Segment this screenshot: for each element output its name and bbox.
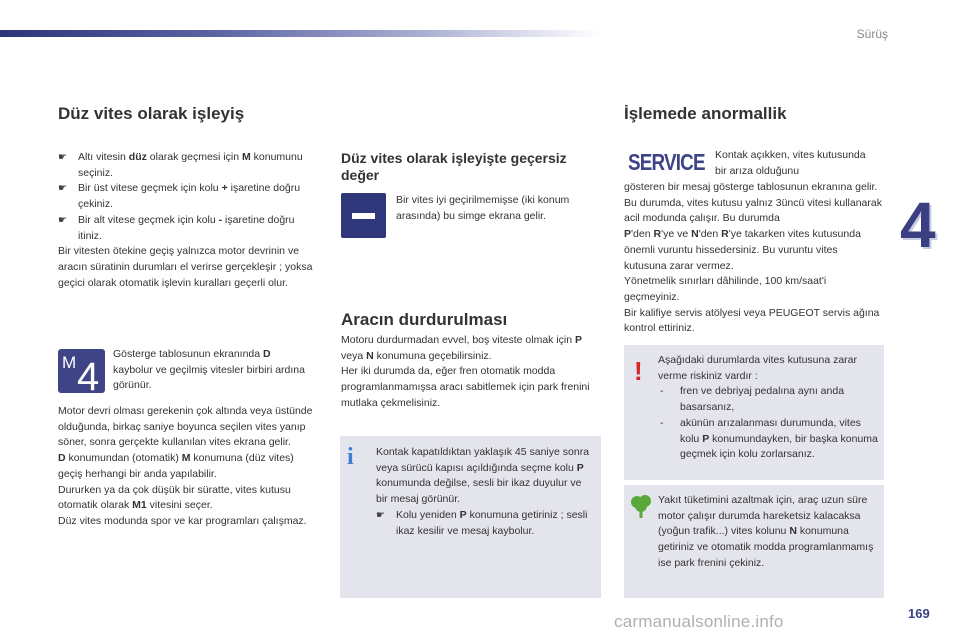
service-logo: SERVICE [628, 149, 705, 175]
eco-text: Yakıt tüketimini azaltmak için, araç uzun süre motor çalışır durumda hareketsiz kalacaksa (yoğun trafik...) vites kolunu N konumuna getiriniz ve otomatik modda programlanmamış ise park frenini çekiniz. [658, 494, 874, 569]
pointer-icon: ☛ [58, 183, 67, 195]
minus-indicator-bar [352, 213, 375, 219]
watermark: carmanualsonline.info [614, 612, 784, 631]
svg-text:M: M [62, 353, 77, 372]
paragraph: Bir vitesten ötekine geçiş yalnızca motor devrinin ve aracın süratinin durumları el verirse gerçekleşir ; yoksa geçici olarak otomatik işlevin kuralları geçerli olur. [58, 245, 313, 289]
warning-exclamation-icon: ! [634, 356, 643, 386]
info-icon: i [347, 444, 354, 470]
paragraph: Düz vites modunda spor ve kar programları çalışmaz. [58, 514, 307, 527]
paragraph: Yönetmelik sınırları dâhilinde, 100 km/saat'i geçmeyiniz. [624, 275, 827, 303]
left-section-title: Düz vites olarak işleyiş [58, 104, 245, 123]
warning-panel-body [658, 353, 880, 463]
eco-tree-icon [630, 493, 652, 519]
svg-text:4: 4 [77, 355, 100, 393]
info-panel-body [376, 445, 596, 539]
anomaly-body [624, 180, 882, 337]
paragraph: Motor devri olması gerekenin çok altında veya üstünde olduğunda, birkaç saniye boyunca seçilen vites yanıp söner, sonra gerçekte kullanılan vites ekrana gelir. [58, 405, 313, 449]
list-item: ☛ Altı vitesin düz olarak geçmesi için M konumunu seçiniz. [58, 151, 303, 179]
chapter-number: 4 [900, 189, 936, 261]
paragraph: D konumundan (otomatik) M konumuna (düz vites) geçiş herhangi bir anda yapılabilir. [58, 452, 294, 480]
left-bullet-list [58, 150, 316, 291]
right-section-title: İşlemede anormallik [624, 104, 787, 123]
left-paragraph-block [58, 404, 316, 530]
page-number: 169 [908, 606, 930, 621]
pointer-icon: ☛ [376, 509, 385, 521]
service-text-top: Kontak açıkken, vites kutusunda bir arıza olduğunu [715, 149, 866, 177]
list-item: ☛ Bir üst vitese geçmek için kolu + işaretine doğru çekiniz. [58, 182, 301, 211]
paragraph: gösteren bir mesaj gösterge tablosunun ekranına gelir. [624, 181, 878, 193]
m4-gear-indicator-icon [58, 349, 105, 393]
pointer-icon: ☛ [58, 214, 67, 226]
paragraph: Bir kalifiye servis atölyesi veya PEUGEOT servis ağına kontrol ettiriniz. [624, 306, 880, 335]
paragraph: Dururken ya da çok düşük bir süratte, vites kutusu otomatik olarak M1 vitesini seçer. [58, 483, 291, 512]
paragraph: Her iki durumda da, eğer fren otomatik modda programlanmamışsa aracı sabitlemek için park frenini mutlaka çekmelisiniz. [341, 365, 590, 409]
invalid-value-text: Bir vites iyi geçirilmemişse (iki konum arasında) bu simge ekrana gelir. [396, 194, 570, 222]
header-gradient-bar [0, 30, 600, 37]
paragraph: Motoru durdurmadan evvel, boş viteste olmak için P veya N konumuna geçebilirsiniz. [341, 334, 583, 362]
paragraph: P'den R'ye ve N'den R'ye takarken vites kutusunda önemli vuruntu hissedersiniz. Bu vuruntu vites kutusuna zarar vermez. [624, 228, 861, 272]
list-item: ☛ Bir alt vitese geçmek için kolu - işaretine doğru itiniz. [58, 213, 295, 242]
paragraph: Bu durumda, vites kutusu yalnız 3üncü vitesi kullanarak acil modunda çalışır. Bu durumda [624, 196, 882, 225]
stop-section-body [341, 333, 603, 412]
paragraph: Aşağıdaki durumlarda vites kutusuna zarar verme riskiniz vardır : [658, 354, 858, 382]
pointer-icon: ☛ [58, 152, 67, 163]
list-item: - akünün arızalanması durumunda, vites kolu P konumundayken, bir başka konuma geçmek için kolu zorlarsanız. [660, 416, 878, 461]
list-item: - fren ve debriyaj pedalına aynı anda basarsanız, [660, 385, 845, 414]
m4-description: Gösterge tablosunun ekranında D kaybolur ve geçilmiş vitesler birbiri ardına görünür. [113, 348, 305, 392]
section-label: Sürüş [856, 27, 888, 41]
stop-section-title: Aracın durdurulması [341, 310, 508, 329]
list-item: ☛ Kolu yeniden P konumuna getiriniz ; sesli ikaz kesilir ve mesaj kaybolur. [376, 508, 588, 537]
paragraph: Kontak kapatıldıktan yaklaşık 45 saniye sonra veya sürücü kapısı açıldığında seçme kolu P konumunda değilse, sesli bir ikaz duyulur ve bir mesaj görünür. [376, 446, 590, 506]
invalid-value-title: Düz vites olarak işleyişte geçersiz değer [341, 150, 567, 183]
